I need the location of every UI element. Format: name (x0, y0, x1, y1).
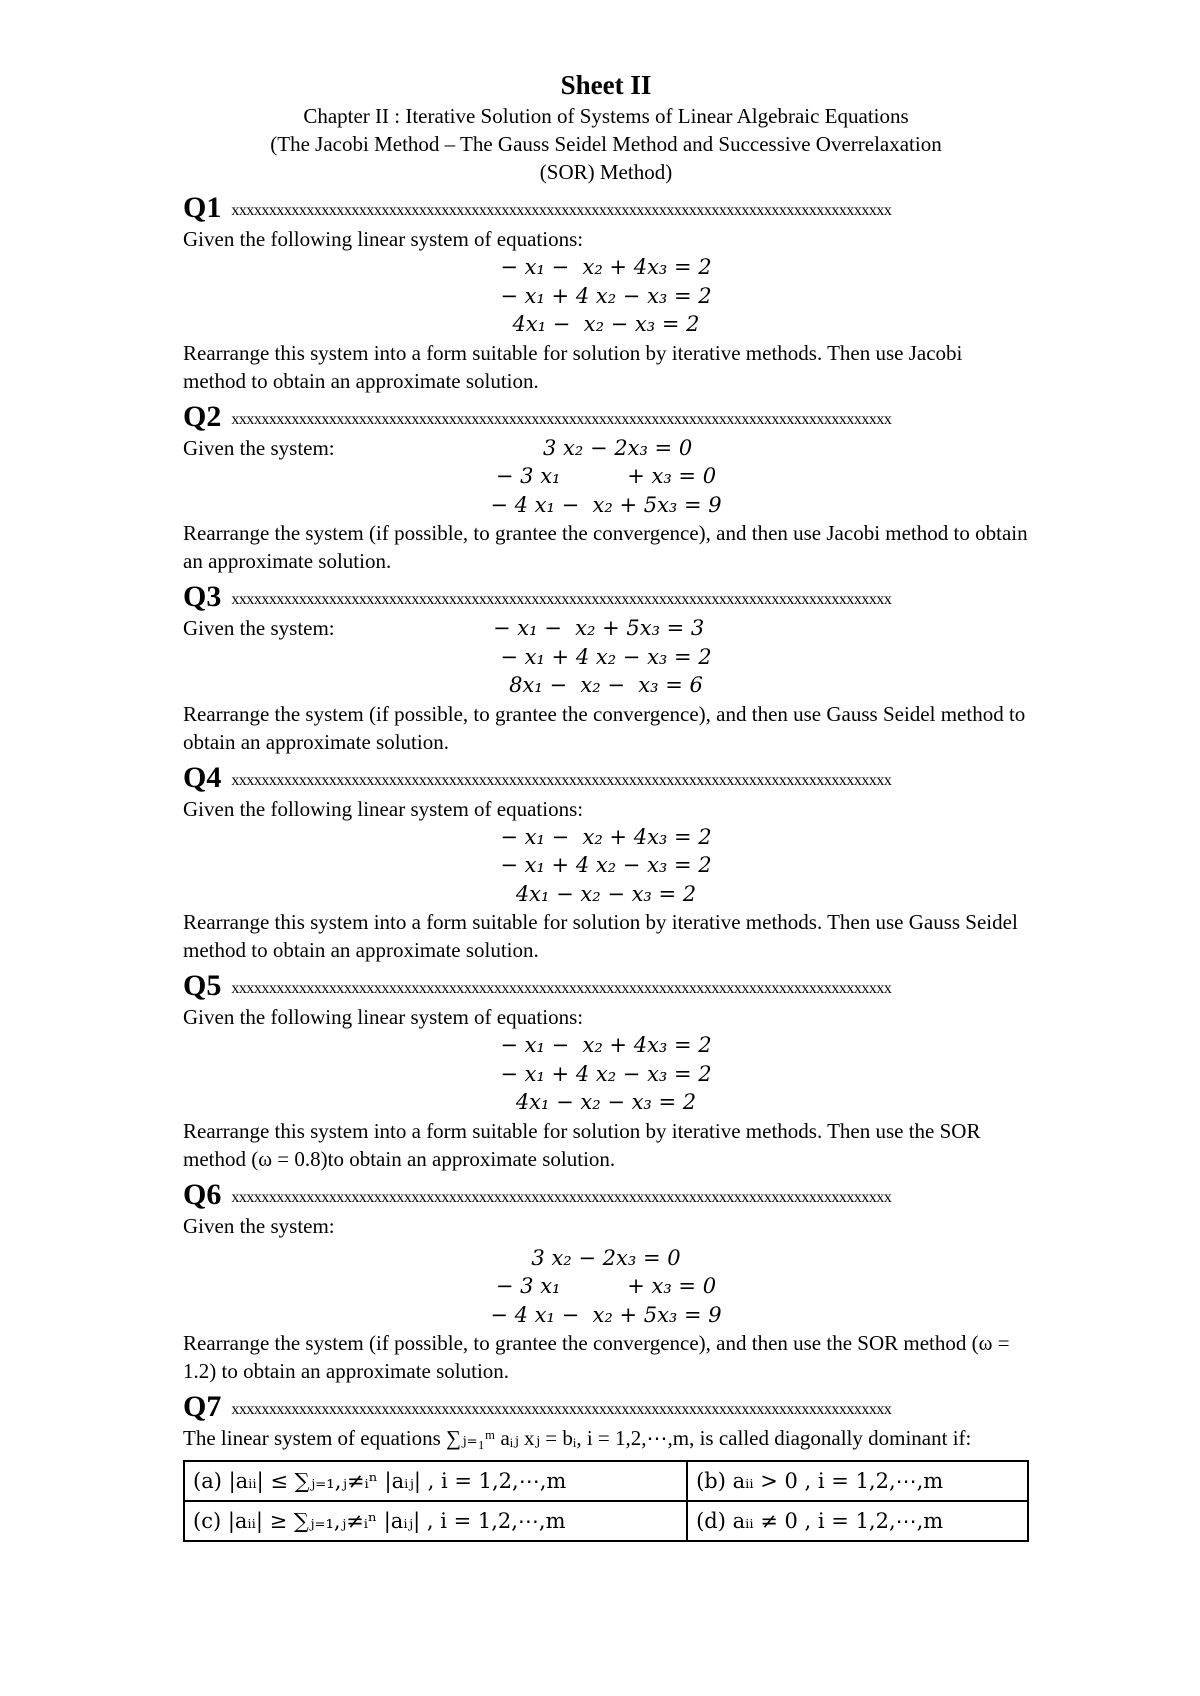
question-label: Q4 (183, 763, 222, 794)
equation-1: − x₁ − x₂ + 5x₃ = 3 (493, 616, 705, 640)
question-intro: Given the system: (183, 435, 335, 460)
equation-row (183, 614, 1029, 643)
equation-2: − x₁ + 4 x₂ − x₃ = 2 (500, 644, 712, 669)
option-d: (d) aᵢᵢ ≠ 0 , i = 1,2,⋯,m (687, 1501, 1028, 1541)
equation-3: 8x₁ − x₂ − x₃ = 6 (509, 673, 703, 697)
equation-2: − x₁ + 4 x₂ − x₃ = 2 (500, 283, 712, 308)
question-intro: Given the system: (183, 1213, 335, 1238)
question-heading-q4 (183, 764, 1029, 795)
equation-3: 4x₁ − x₂ − x₃ = 2 (512, 312, 700, 336)
question-heading-q7 (183, 1393, 1029, 1424)
methods-line-1: (The Jacobi Method – The Gauss Seidel Method and Successive Overrelaxation (270, 132, 942, 156)
question-task: Rearrange this system into a form suitable for solution by iterative methods. Then use Jacobi method to obtain an approximate solution. (183, 340, 963, 393)
equation-1: − x₁ − x₂ + 4x₃ = 2 (500, 1033, 712, 1057)
question-intro: The linear system of equations ∑ⱼ₌₁ᵐ aᵢⱼ xⱼ = bᵢ, i = 1,2,⋯,m, is called diagonally dominant if: (183, 1426, 972, 1450)
options-row (184, 1461, 1028, 1501)
question-task: Rearrange the system (if possible, to grantee the convergence), and then use Gauss Seidel method to obtain an approximate solution. (183, 701, 1026, 754)
separator-filler: xxxxxxxxxxxxxxxxxxxxxxxxxxxxxxxxxxxxxxxxxxxxxxxxxxxxxxxxxxxxxxxxxxxxxxxxxxxxxxxxxxxxxxxx (231, 591, 892, 608)
question-task: Rearrange this system into a form suitable for solution by iterative methods. Then use Gauss Seidel method to obtain an approximate solution. (183, 910, 1018, 962)
equation-3: − 4 x₁ − x₂ + 5x₃ = 9 (490, 1302, 722, 1327)
methods-line-2: (SOR) Method) (539, 160, 673, 184)
question-intro: Given the following linear system of equations: (183, 227, 584, 251)
question-heading-q3 (183, 583, 1029, 614)
equation-1: − x₁ − x₂ + 4x₃ = 2 (500, 255, 712, 279)
option-c: (c) |aᵢᵢ| ≥ ∑ⱼ₌₁,ⱼ≠ᵢⁿ |aᵢⱼ| , i = 1,2,⋯,m (184, 1501, 687, 1541)
question-label: Q1 (183, 194, 222, 224)
equation-2: − x₁ + 4 x₂ − x₃ = 2 (500, 853, 712, 877)
separator-filler: xxxxxxxxxxxxxxxxxxxxxxxxxxxxxxxxxxxxxxxxxxxxxxxxxxxxxxxxxxxxxxxxxxxxxxxxxxxxxxxxxxxxxxxx (231, 1188, 892, 1206)
document-page (183, 68, 1029, 1542)
equation-1: 3 x₂ − 2x₃ = 0 (543, 435, 693, 460)
question-task: Rearrange the system (if possible, to grantee the convergence), and then use the SOR method (ω = 1.2) to obtain an approximate solution. (183, 1331, 1010, 1383)
options-table (183, 1460, 1029, 1542)
separator-filler: xxxxxxxxxxxxxxxxxxxxxxxxxxxxxxxxxxxxxxxxxxxxxxxxxxxxxxxxxxxxxxxxxxxxxxxxxxxxxxxxxxxxxxxx (231, 410, 892, 428)
equation-2: − x₁ + 4 x₂ − x₃ = 2 (500, 1061, 712, 1086)
separator-filler: xxxxxxxxxxxxxxxxxxxxxxxxxxxxxxxxxxxxxxxxxxxxxxxxxxxxxxxxxxxxxxxxxxxxxxxxxxxxxxxxxxxxxxxx (231, 1401, 892, 1418)
question-intro: Given the following linear system of equations: (183, 796, 584, 821)
equation-3: 4x₁ − x₂ − x₃ = 2 (515, 881, 697, 906)
separator-filler: xxxxxxxxxxxxxxxxxxxxxxxxxxxxxxxxxxxxxxxxxxxxxxxxxxxxxxxxxxxxxxxxxxxxxxxxxxxxxxxxxxxxxxxx (231, 980, 892, 997)
question-heading-q6 (183, 1181, 1029, 1212)
equation-1: 3 x₂ − 2x₃ = 0 (531, 1245, 681, 1270)
equation-2: − 3 x₁ + x₃ = 0 (495, 464, 717, 488)
question-heading-q1 (183, 194, 1029, 225)
option-a: (a) |aᵢᵢ| ≤ ∑ⱼ₌₁,ⱼ≠ᵢⁿ |aᵢⱼ| , i = 1,2,⋯,m (184, 1461, 687, 1501)
question-task: Rearrange this system into a form suitable for solution by iterative methods. Then use the SOR method (ω = 0.8)to obtain an approximate solution. (183, 1118, 981, 1171)
equation-row (183, 434, 1029, 463)
question-intro: Given the system: (183, 616, 335, 640)
equation-3: − 4 x₁ − x₂ + 5x₃ = 9 (490, 492, 722, 517)
question-label: Q5 (183, 972, 222, 1002)
separator-filler: xxxxxxxxxxxxxxxxxxxxxxxxxxxxxxxxxxxxxxxxxxxxxxxxxxxxxxxxxxxxxxxxxxxxxxxxxxxxxxxxxxxxxxxx (231, 202, 892, 219)
question-heading-q5 (183, 972, 1029, 1003)
separator-filler: xxxxxxxxxxxxxxxxxxxxxxxxxxxxxxxxxxxxxxxxxxxxxxxxxxxxxxxxxxxxxxxxxxxxxxxxxxxxxxxxxxxxxxxx (231, 771, 892, 789)
options-row (184, 1501, 1028, 1541)
question-task: Rearrange the system (if possible, to grantee the convergence), and then use Jacobi method to obtain an approximate solution. (183, 521, 1028, 573)
chapter-title: Chapter II : Iterative Solution of Systems of Linear Algebraic Equations (303, 104, 909, 128)
question-label: Q2 (183, 402, 222, 433)
question-heading-q2 (183, 403, 1029, 434)
question-label: Q3 (183, 583, 222, 613)
equation-3: 4x₁ − x₂ − x₃ = 2 (515, 1090, 697, 1114)
sheet-title: Sheet II (560, 70, 652, 100)
option-b: (b) aᵢᵢ > 0 , i = 1,2,⋯,m (687, 1461, 1028, 1501)
equation-2: − 3 x₁ + x₃ = 0 (495, 1274, 717, 1298)
equation-1: − x₁ − x₂ + 4x₃ = 2 (500, 824, 712, 849)
question-label: Q7 (183, 1393, 222, 1423)
question-intro: Given the following linear system of equations: (183, 1005, 584, 1029)
question-label: Q6 (183, 1180, 222, 1211)
